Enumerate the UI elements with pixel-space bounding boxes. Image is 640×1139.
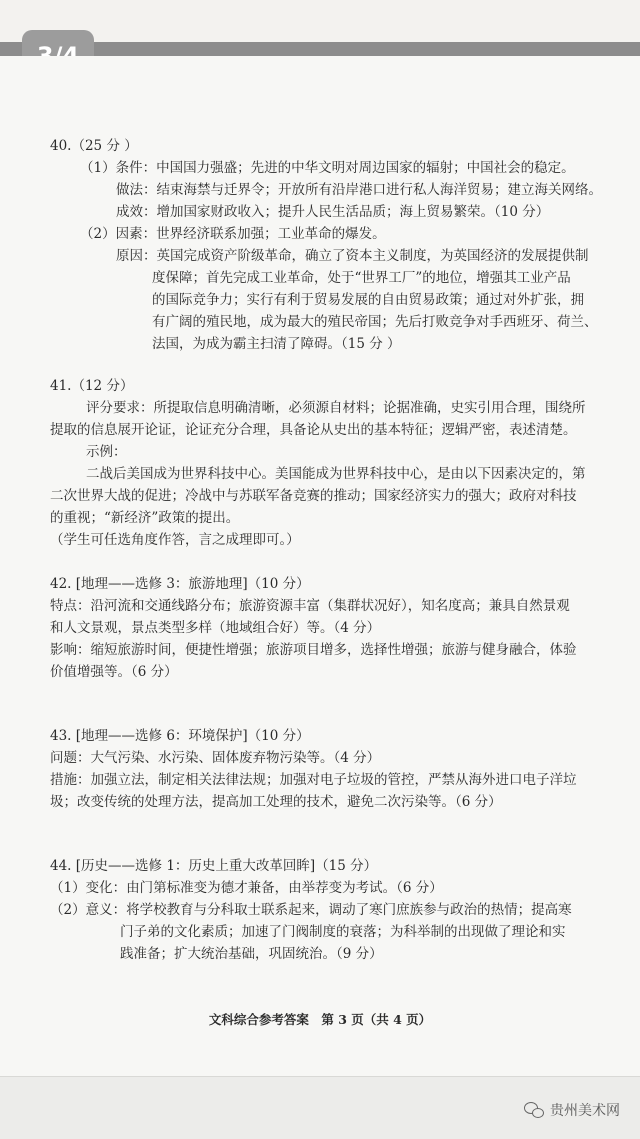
text-line-q40-2a: （2）因素：世界经济联系加强；工业革命的爆发。 [80,226,386,242]
text-line-q43-title: 43. [地理——选修 6：环境保护]（10 分） [50,728,310,744]
text-line-q41-a: 评分要求：所提取信息明确清晰，必须源自材料；论据准确，史实引用合理，围绕所 [86,400,586,416]
text-line-q41-f: 的重视；“新经济”政策的提出。 [50,510,240,526]
text-line-q41-c: 示例： [86,444,127,460]
text-line-q42-title: 42. [地理——选修 3：旅游地理]（10 分） [50,576,310,592]
text-line-q42-b: 和人文景观，景点类型多样（地域组合好）等。（4 分） [50,620,381,636]
page-footer: 文科综合参考答案 第 3 页（共 4 页） [208,1012,432,1027]
text-line-q40-title: 40.（25 分 ） [50,138,138,154]
text-line-q44-1: （1）变化：由门第标准变为德才兼备，由举荐变为考试。（6 分） [50,880,443,896]
text-line-q43-c: 圾；改变传统的处理方法，提高加工处理的技术，避免二次污染等。（6 分） [50,794,502,810]
top-bar [0,42,640,56]
text-line-q41-e: 二次世界大战的促进；冷战中与苏联军备竞赛的推动；国家经济实力的强大；政府对科技 [50,488,577,504]
text-line-q40-2c: 度保障；首先完成工业革命，处于“世界工厂”的地位，增强其工业产品 [152,270,571,286]
text-line-q44-2b: 门子弟的文化素质；加速了门阀制度的衰落；为科举制的出现做了理论和实 [120,924,566,940]
text-line-q44-2c: 践准备；扩大统治基础，巩固统治。（9 分） [120,946,383,962]
text-line-q44-title: 44. [历史——选修 1：历史上重大改革回眸]（15 分） [50,858,378,874]
text-line-q40-1b: 做法：结束海禁与迁界令；开放所有沿岸港口进行私人海洋贸易；建立海关网络。 [116,182,602,198]
text-line-q42-c: 影响：缩短旅游时间，便捷性增强；旅游项目增多，选择性增强；旅游与健身融合，体验 [50,642,577,658]
text-line-q40-2e: 有广阔的殖民地，成为最大的殖民帝国；先后打败竞争对手西班牙、荷兰、 [152,314,598,330]
watermark [524,1100,620,1120]
text-line-q40-1a: （1）条件：中国国力强盛；先进的中华文明对周边国家的辐射；中国社会的稳定。 [80,160,575,176]
text-line-q41-b: 提取的信息展开论证，论证充分合理，具备论从史出的基本特征；逻辑严密，表述清楚。 [50,422,577,438]
text-line-q41-g: （学生可任选角度作答，言之成理即可。） [50,532,300,548]
text-line-q40-2f: 法国，为成为霸主扫清了障碍。（15 分 ） [152,336,401,352]
text-line-q43-a: 问题：大气污染、水污染、固体废弃物污染等。（4 分） [50,750,381,766]
text-line-q40-2b: 原因：英国完成资产阶级革命，确立了资本主义制度，为英国经济的发展提供制 [116,248,589,264]
text-line-q43-b: 措施：加强立法，制定相关法律法规；加强对电子垃圾的管控，严禁从海外进口电子洋垃 [50,772,577,788]
text-line-q40-2d: 的国际竞争力；实行有利于贸易发展的自由贸易政策；通过对外扩张，拥 [152,292,584,308]
text-line-q42-a: 特点：沿河流和交通线路分布；旅游资源丰富（集群状况好），知名度高；兼具自然景观 [50,598,570,614]
watermark-label: 贵州美术网 [550,1103,620,1119]
wechat-icon [524,1102,544,1118]
text-line-q40-1c: 成效：增加国家财政收入；提升人民生活品质；海上贸易繁荣。（10 分） [116,204,550,220]
text-line-q44-2a: （2）意义：将学校教育与分科取士联系起来，调动了寒门庶族参与政治的热情；提高寒 [50,902,572,918]
text-line-q41-title: 41.（12 分） [50,378,134,394]
text-line-q42-d: 价值增强等。（6 分） [50,664,178,680]
text-line-q41-d: 二战后美国成为世界科技中心。美国能成为世界科技中心，是由以下因素决定的，第 [86,466,586,482]
